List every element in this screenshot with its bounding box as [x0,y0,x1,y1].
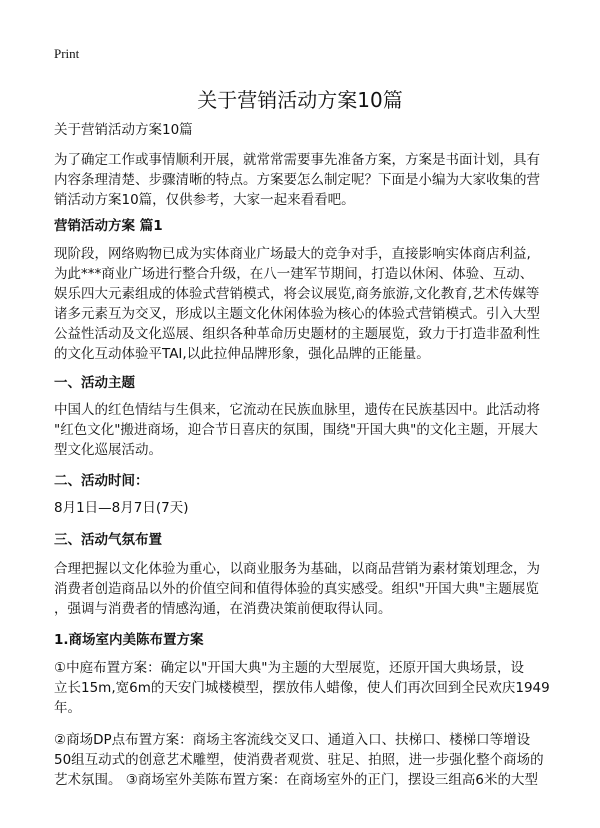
section1-paragraph [54,244,540,364]
indoor-paragraph-2 [54,730,544,790]
paragraph-line: 立长15m,宽6m的天安门城楼模型，摆放伟人蜡像，使人们再次回到全民欢庆1949 [54,680,550,696]
paragraph-line: 娱乐四大元素组成的体验式营销模式，将会议展览,商务旅游,文化教育,艺术传媒等 [54,286,540,302]
paragraph-line: 艺术氛围。 ③商场室外美陈布置方案：在商场室外的正门，摆设三组高6米的大型 [54,772,538,788]
print-link[interactable]: Print [54,46,80,61]
paragraph-line: 销活动方案10篇，仅供参考，大家一起来看看吧。 [54,192,355,208]
theme-heading: 一、活动主题 [54,375,135,391]
section-heading: 营销活动方案 篇1 [54,218,163,234]
paragraph-line: 为了确定工作或事情顺利开展，就常常需要事先准备方案，方案是书面计划，具有 [54,152,540,168]
paragraph-line: ，强调与消费者的情感沟通，在消费决策前便取得认同。 [54,601,392,617]
paragraph-line: 诸多元素互为交叉，形成以主题文化休闲体验为核心的体验式营销模式。引入大型 [54,306,540,322]
paragraph-line: 年。 [54,700,81,716]
indoor-paragraph-1 [54,658,550,718]
paragraph-line: ②商场DP点布置方案：商场主客流线交叉口、通道入口、扶梯口、楼梯口等增设 [54,732,531,748]
paragraph-line: 为此***商业广场进行整合升级，在八一建军节期间，打造以休闲、体验、互动、 [54,266,534,282]
paragraph-line: 消费者创造商品以外的价值空间和值得体验的真实感受。组织"开国大典"主题展览 [54,581,539,597]
paragraph-line: 的文化互动体验平TAI,以此拉伸品牌形象，强化品牌的正能量。 [54,346,430,362]
time-value: 8月1日—8月7日(7天) [54,500,189,516]
paragraph-line: 合理把握以文化体验为重心，以商业服务为基础，以商品营销为素材策划理念，为 [54,561,540,577]
paragraph-line: ①中庭布置方案：确定以"开国大典"为主题的大型展览，还原开国大典场景，设 [54,660,525,676]
page-title: 关于营销活动方案10篇 [197,88,403,112]
paragraph-line: 50组互动式的创意艺术雕塑，使消费者观赏、驻足、拍照，进一步强化整个商场的 [54,752,544,768]
paragraph-line: 现阶段，网络购物已成为实体商业广场最大的竞争对手，直接影响实体商店利益, [54,246,531,262]
paragraph-line: 内容条理清楚、步骤清晰的特点。方案要怎么制定呢？下面是小编为大家收集的营 [54,172,540,188]
atmosphere-paragraph [54,559,540,619]
subtitle: 关于营销活动方案10篇 [54,122,193,138]
paragraph-line: 型文化巡展活动。 [54,442,162,458]
intro-paragraph [54,150,540,210]
paragraph-line: "红色文化"搬进商场，迎合节日喜庆的氛围，围绕"开国大典"的文化主题，开展大 [54,422,538,438]
atmosphere-heading: 三、活动气氛布置 [54,532,162,548]
indoor-heading: 1.商场室内美陈布置方案 [54,632,204,648]
paragraph-line: 中国人的红色情结与生俱来，它流动在民族血脉里，遗传在民族基因中。此活动将 [54,402,540,418]
paragraph-line: 公益性活动及文化巡展、组织各种革命历史题材的主题展览，致力于打造非盈利性 [54,326,540,342]
time-heading: 二、活动时间： [54,473,149,489]
theme-paragraph [54,400,540,460]
